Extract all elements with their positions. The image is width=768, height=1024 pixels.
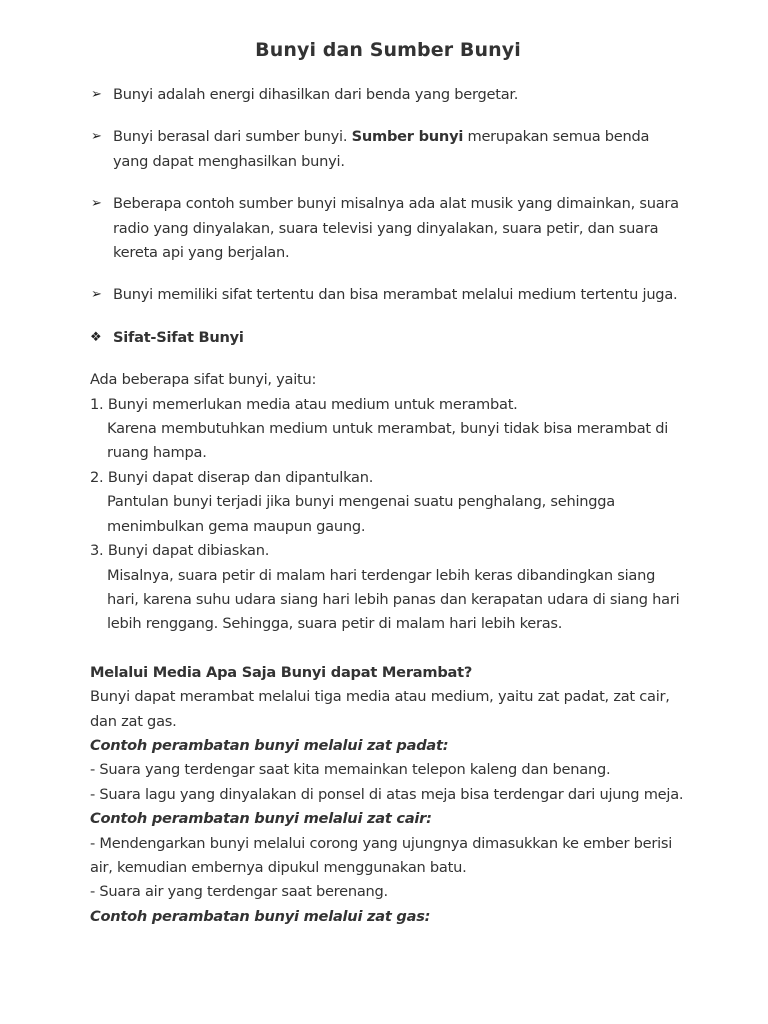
sifat-item-desc: Misalnya, suara petir di malam hari terdengar lebih keras dibandingkan siang hari, karena suhu udara siang hari lebih panas dan kerapatan udara di siang hari lebih renggang. Sehingga, suara petir di malam hari lebih keras. <box>107 566 680 633</box>
padat-heading: Contoh perambatan bunyi melalui zat padat: <box>90 736 449 754</box>
bullet-text: Bunyi adalah energi dihasilkan dari benda yang bergetar. <box>113 86 519 103</box>
bullet-text-pre: Bunyi berasal dari sumber bunyi. <box>113 128 352 146</box>
bullet-item <box>90 125 686 174</box>
media-intro: Bunyi dapat merambat melalui tiga media atau medium, yaitu zat padat, zat cair, dan zat gas. <box>90 688 670 730</box>
bullet-item <box>90 83 686 107</box>
bullet-item <box>90 192 686 265</box>
padat-item: - Suara yang terdengar saat kita memainkan telepon kaleng dan benang. <box>90 761 611 779</box>
media-heading: Melalui Media Apa Saja Bunyi dapat Merambat? <box>90 663 473 681</box>
page-title: Bunyi dan Sumber Bunyi <box>255 39 521 61</box>
sifat-item-title: 1. Bunyi memerlukan media atau medium untuk merambat. <box>90 395 518 413</box>
sifat-intro: Ada beberapa sifat bunyi, yaitu: <box>90 371 317 389</box>
cair-item: - Suara air yang terdengar saat berenang. <box>90 883 388 901</box>
bullet-text-post: merupakan semua benda yang dapat menghasilkan bunyi. <box>113 128 650 170</box>
sifat-item-title: 3. Bunyi dapat dibiaskan. <box>90 542 270 560</box>
cair-item: - Mendengarkan bunyi melalui corong yang ujungnya dimasukkan ke ember berisi air, kemudian embernya dipukul menggunakan batu. <box>90 834 673 876</box>
sifat-section <box>90 368 686 636</box>
arrowhead-bullet-icon: ➢ <box>91 287 102 303</box>
document-page <box>90 36 686 929</box>
section-heading-text: Sifat-Sifat Bunyi <box>113 328 244 346</box>
media-section <box>90 661 686 929</box>
four-diamond-bullet-icon: ❖ <box>90 329 102 345</box>
arrowhead-bullet-icon: ➢ <box>91 129 102 145</box>
cair-heading: Contoh perambatan bunyi melalui zat cair: <box>90 810 432 828</box>
arrowhead-bullet-icon: ➢ <box>91 87 102 102</box>
sifat-item-desc: Karena membutuhkan medium untuk merambat, bunyi tidak bisa merambat di ruang hampa. <box>107 420 669 462</box>
paragraph-spacer <box>90 637 686 661</box>
bullet-text: Bunyi memiliki sifat tertentu dan bisa merambat melalui medium tertentu juga. <box>113 286 678 304</box>
padat-item: - Suara lagu yang dinyalakan di ponsel di atas meja bisa terdengar dari ujung meja. <box>90 785 684 803</box>
bullet-text-bold: Sumber bunyi <box>351 128 464 146</box>
sifat-item-desc: Pantulan bunyi terjadi jika bunyi mengenai suatu penghalang, sehingga menimbulkan gema maupun gaung. <box>107 493 615 535</box>
bullet-item <box>90 283 686 307</box>
section-heading-sifat <box>90 326 686 350</box>
bullet-text: Beberapa contoh sumber bunyi misalnya ada alat musik yang dimainkan, suara radio yang dinyalakan, suara televisi yang dinyalakan, suara petir, dan suara kereta api yang berjalan. <box>113 195 679 262</box>
bullet-list <box>90 83 686 308</box>
sifat-item-title: 2. Bunyi dapat diserap dan dipantulkan. <box>90 468 374 486</box>
arrowhead-bullet-icon: ➢ <box>91 196 102 212</box>
gas-heading: Contoh perambatan bunyi melalui zat gas: <box>90 907 431 925</box>
